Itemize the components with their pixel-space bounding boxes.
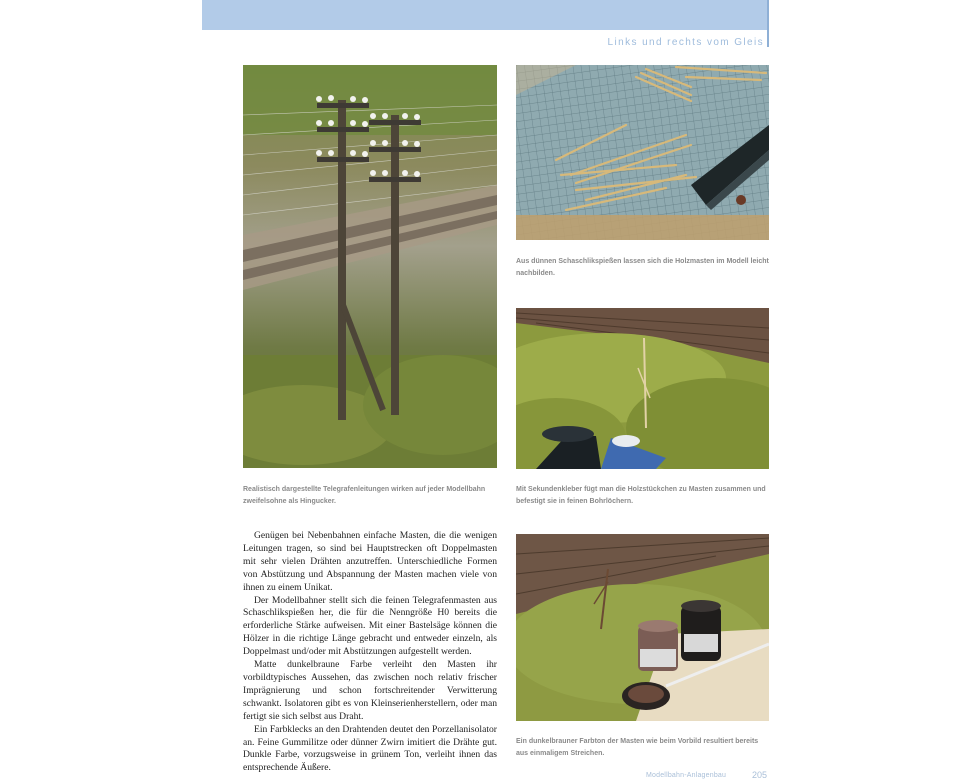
footer-book-title: Modellbahn-Anlagenbau [646,772,727,779]
photo-skewers-on-cutting-mat [516,65,769,240]
body-text [243,530,497,775]
caption-paint-jars: Ein dunkelbrauner Farbton der Masten wie beim Vorbild resultiert bereits aus einmaligem Streichen. [516,738,759,757]
section-title: Links und rechts vom Gleis [607,37,764,48]
header-rule [767,0,769,47]
paragraph: Matte dunkelbraune Farbe verleiht den Masten ihr vorbildtypisches Aussehen, das zwischen noch relativ frischer Imprägnierung und schon fortschreitender Verwitterung schwankt. Isolatoren gibt es von Kleinserienherstellern, oder man fertigt sie sich selbst aus Draht. [243,659,497,722]
page-number: 205 [752,770,768,780]
paragraph: Ein Farbklecks an den Drahtenden deutet den Porzellanisolator an. Feine Gummilitze oder dünner Zwirn imitiert die Drähte gut. Dunkle Farbe, vorzugsweise in grünem Ton, verleiht ihnen das entsprechende Äußere. [243,723,497,774]
photo-telegraph-poles [243,65,497,468]
paragraph: Der Modellbahner stellt sich die feinen Telegrafenmasten aus Schaschlikspießen her, die für die Nenngröße H0 bereits die erforderliche Stärke aufweisen. Mit einer Bastelsäge können die Hölzer in die richtige Länge gebracht und entweder einzeln, als Doppelmast und/oder mit Abstützungen aufgestellt werden. [243,594,497,658]
photo-glue-mast [516,308,769,469]
caption-glue-mast: Mit Sekundenkleber fügt man die Holzstückchen zu Masten zusammen und befestigt sie in feinen Bohrlöchern. [516,486,766,505]
header-bar [202,0,768,30]
photo-paint-jars [516,534,769,721]
caption-telegraph-poles: Realistisch dargestellte Telegrafenleitungen wirken auf jeder Modellbahn zweifelsohne als Hingucker. [243,486,486,505]
paragraph: Genügen bei Nebenbahnen einfache Masten, die die wenigen Leitungen tragen, so sind bei Hauptstrecken oft Doppelmasten mit sehr vielen Drähten anzutreffen. Unterschiedliche Formen von Abstützung und Abspannung der Masten machen viele von ihnen zu einem Unikat. [243,530,497,593]
caption-skewers-on-cutting-mat: Aus dünnen Schaschlikspießen lassen sich die Holzmasten im Modell leicht nachbilden. [516,258,769,277]
